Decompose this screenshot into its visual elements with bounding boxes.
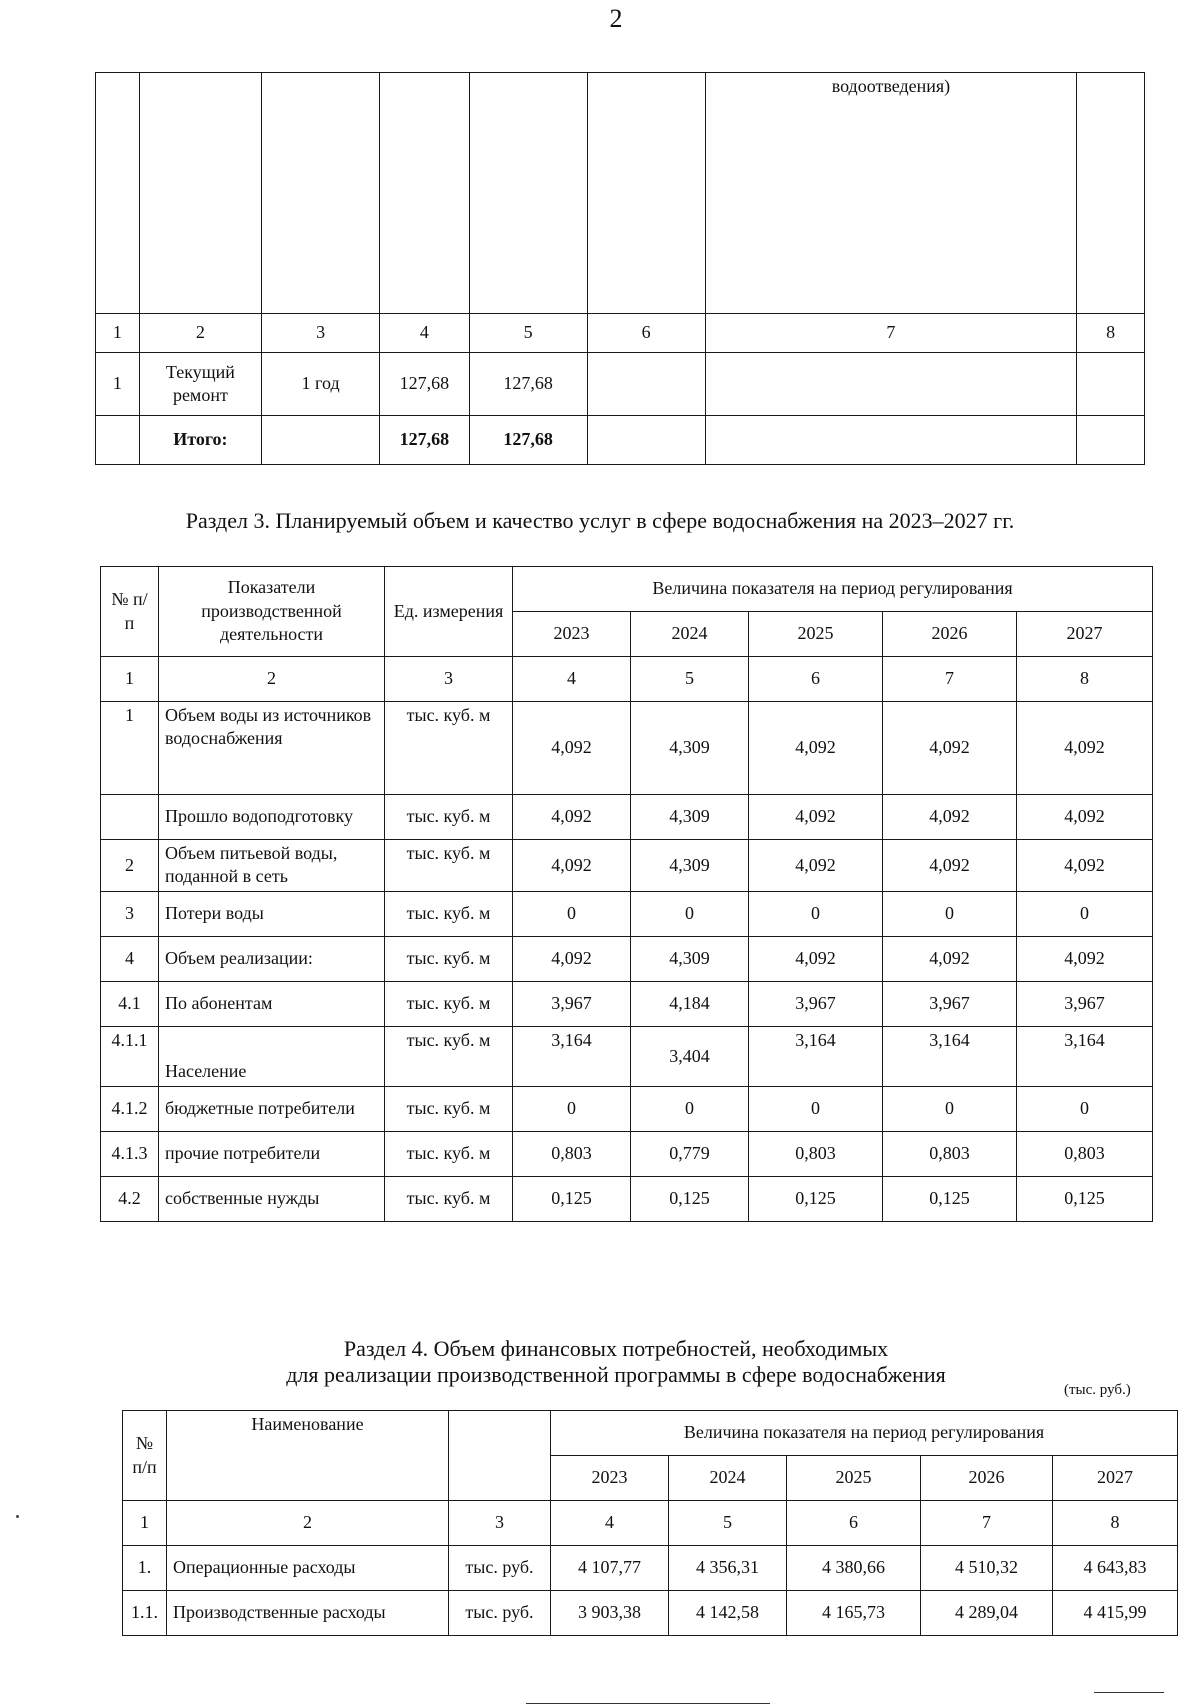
footer-rule-left (526, 1703, 770, 1704)
table-row: 1 Текущий ремонт 1 год 127,68 127,68 (96, 353, 1145, 416)
table-header-years: 2023 2024 2025 2026 2027 (123, 1456, 1178, 1501)
header-num: № п/п (101, 567, 159, 657)
table-row: 2 Объем питьевой воды, поданной в сеть тыс. куб. м 4,092 4,309 4,092 4,092 4,092 (101, 840, 1153, 892)
table-row: 4.1.2 бюджетные потребители тыс. куб. м 0 0 0 0 0 (101, 1086, 1153, 1131)
total-row: Итого: 127,68 127,68 (96, 416, 1145, 465)
header-num: № п/п (123, 1411, 167, 1501)
column-number-row: 1 2 3 4 5 6 7 8 (96, 314, 1145, 353)
table-header-continuation (96, 73, 1145, 314)
table-row: 4.1.3 прочие потребители тыс. куб. м 0,803 0,779 0,803 0,803 0,803 (101, 1131, 1153, 1176)
section4-title-line2: для реализации производственной программы в сфере водоснабжения (286, 1362, 946, 1387)
header-cell-col7: водоотведения) (705, 73, 1077, 314)
table-header-row (123, 1411, 1178, 1456)
column-number-row: 1 2 3 4 5 6 7 8 (101, 657, 1153, 702)
table-row: 4.1 По абонентам тыс. куб. м 3,967 4,184 3,967 3,967 3,967 (101, 981, 1153, 1026)
table-header-years: 2023 2024 2025 2026 2027 (101, 612, 1153, 657)
table-header-row (101, 567, 1153, 612)
table-row: 4.1.1 Население тыс. куб. м 3,164 3,404 3,164 3,164 3,164 (101, 1026, 1153, 1086)
footer-rule-right (1094, 1692, 1164, 1693)
header-period: Величина показателя на период регулирования (551, 1411, 1178, 1456)
works-table-continuation (95, 72, 1145, 465)
header-period: Величина показателя на период регулирования (513, 567, 1153, 612)
table-row: Прошло водоподготовку тыс. куб. м 4,092 4,309 4,092 4,092 4,092 (101, 795, 1153, 840)
header-indicator: Показатели производственной деятельности (159, 567, 385, 657)
table-row: 1. Операционные расходы тыс. руб. 4 107,77 4 356,31 4 380,66 4 510,32 4 643,83 (123, 1546, 1178, 1591)
table-row: 1.1. Производственные расходы тыс. руб. 3 903,38 4 142,58 4 165,73 4 289,04 4 415,99 (123, 1591, 1178, 1636)
column-number-row: 1 2 3 4 5 6 7 8 (123, 1501, 1178, 1546)
header-unit: Ед. измерения (385, 567, 513, 657)
header-name: Наименование (167, 1411, 449, 1501)
page-number: 2 (609, 4, 623, 33)
section4-table (122, 1410, 1178, 1636)
table-row: 4 Объем реализации: тыс. куб. м 4,092 4,309 4,092 4,092 4,092 (101, 936, 1153, 981)
section3-table (100, 566, 1153, 1222)
table-row: 4.2 собственные нужды тыс. куб. м 0,125 0,125 0,125 0,125 0,125 (101, 1176, 1153, 1221)
scan-mark (16, 1515, 19, 1518)
section4-title-line1: Раздел 4. Объем финансовых потребностей, необходимых (343, 1336, 889, 1361)
total-label: Итого: (139, 416, 261, 465)
section3-title: Раздел 3. Планируемый объем и качество услуг в сфере водоснабжения на 2023–2027 гг. (185, 508, 1015, 533)
unit-note: (тыс. руб.) (1064, 1382, 1131, 1398)
table-row: 3 Потери воды тыс. куб. м 0 0 0 0 0 (101, 891, 1153, 936)
table-row: 1 Объем воды из источников водоснабжения тыс. куб. м 4,092 4,309 4,092 4,092 4,092 (101, 702, 1153, 795)
